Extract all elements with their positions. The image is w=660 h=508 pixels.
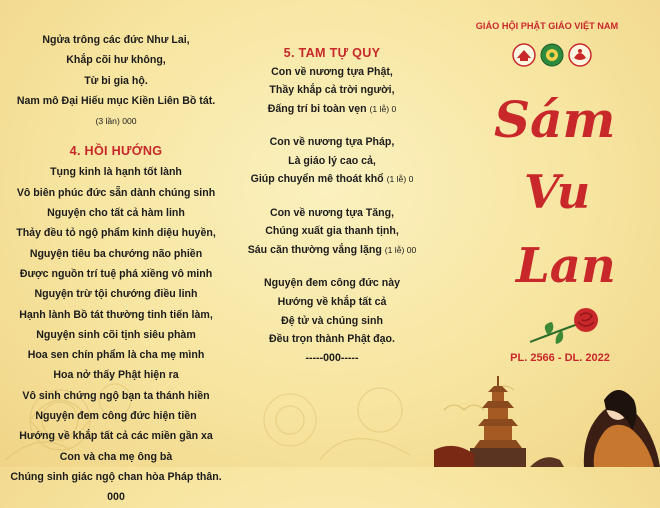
section4-end-mark: 000 [107, 491, 125, 504]
verse-line: Con về nương tựa Phật, [271, 65, 393, 78]
verse-text: Giúp chuyển mê thoát khổ [250, 173, 384, 186]
verse-line: Thầy khắp cả trời người, [269, 84, 395, 97]
verse-line: Tụng kinh là hạnh tốt lành [50, 166, 182, 179]
middle-column [232, 44, 432, 367]
verse-line: Hướng về khắp tất cả các miền gần xa [19, 430, 213, 443]
verse-line: Con và cha mẹ ông bà [59, 450, 173, 463]
verse-line: Nguyện trừ tội chướng điều linh [34, 288, 198, 301]
era-line: PL. 2566 - DL. 2022 [510, 352, 610, 364]
dharma-wheel-logo-icon [540, 43, 564, 67]
intro-line: Nam mô Đại Hiếu mục Kiền Liên Bồ tát. [16, 94, 216, 107]
verse-line: Nguyện cho tất cả hàm linh [47, 207, 185, 220]
verse-line [232, 100, 432, 119]
section5-title: 5. TAM TỰ QUY [283, 46, 381, 60]
pagoda-icon [470, 376, 526, 467]
verse-line: Con về nương tựa Pháp, [269, 136, 395, 149]
verse-line: Thảy đều tỏ ngộ phẩm kinh diệu huyền, [16, 227, 216, 240]
verse-line: Hoa nở thấy Phật hiện ra [53, 369, 179, 382]
verse-line: Hướng về khắp tất cả [277, 295, 387, 308]
verse-line [232, 241, 432, 260]
intro-line: Khắp cõi hư không, [66, 54, 166, 67]
pagoda-and-mother-illustration [434, 370, 660, 467]
verse-line: Nguyện đem công đức này [264, 277, 400, 290]
cover-panel [434, 0, 660, 467]
verse-line: Đệ tử và chúng sinh [281, 314, 383, 327]
logo-row [502, 43, 602, 69]
section4-title: 4. HỒI HƯỚNG [69, 144, 163, 159]
verse-line: Nguyện đem công đức hiện tiền [35, 410, 197, 423]
intro-line: Ngửa trông các đức Như Lai, [42, 34, 190, 46]
verse-line: Chúng xuất gia thanh tịnh, [265, 225, 399, 238]
verse-line: Vô biên phúc đức sẵn dành chúng sinh [16, 186, 216, 199]
verse-line: Hoa sen chín phẩm là cha mẹ mình [27, 349, 205, 362]
intro-line: Từ bi gia hộ. [84, 74, 148, 87]
bow-note: (1 lễ) 00 [384, 244, 417, 255]
bow-note: (1 lễ) 0 [369, 103, 397, 114]
left-column [0, 30, 232, 508]
verse-line: Chúng sinh giác ngộ chan hòa Pháp thân. [10, 470, 222, 483]
verse-line: Hạnh lành Bồ tát thường tinh tiến làm, [19, 308, 213, 321]
end-mark: -----000----- [305, 351, 359, 364]
title-word-vu: Vu [524, 165, 591, 219]
rose-icon [526, 302, 606, 348]
title-word-lan: Lan [516, 238, 616, 294]
temple-logo-icon [512, 43, 536, 67]
verse-line [232, 170, 432, 189]
verse-line: Con về nương tựa Tăng, [269, 206, 395, 219]
verse-text: Sáu căn thường vắng lặng [247, 243, 382, 256]
verse-line: Là giáo lý cao cả, [288, 154, 376, 167]
title-word-sam: Sám [494, 90, 616, 149]
background-flower-middle [230, 360, 430, 467]
mother-figure-icon [584, 390, 660, 467]
verse-line: Nguyện sinh cõi tịnh siêu phàm [36, 328, 196, 341]
verse-line: Vô sinh chứng ngộ bạn ta thánh hiền [22, 389, 210, 402]
bow-note: (1 lễ) 0 [386, 174, 414, 185]
verse-line: Đều trọn thành Phật đạo. [269, 333, 395, 346]
verse-text: Đấng trí bi toàn vẹn [267, 102, 367, 115]
verse-line: Được nguồn trí tuệ phá xiềng vô minh [19, 267, 213, 280]
verse-line: Nguyện tiêu ba chướng não phiền [29, 247, 203, 260]
organization-name: GIÁO HỘI PHẬT GIÁO VIỆT NAM [475, 21, 619, 31]
intro-note: (3 lần) 000 [95, 116, 137, 127]
lotus-seal-logo-icon [568, 43, 592, 67]
